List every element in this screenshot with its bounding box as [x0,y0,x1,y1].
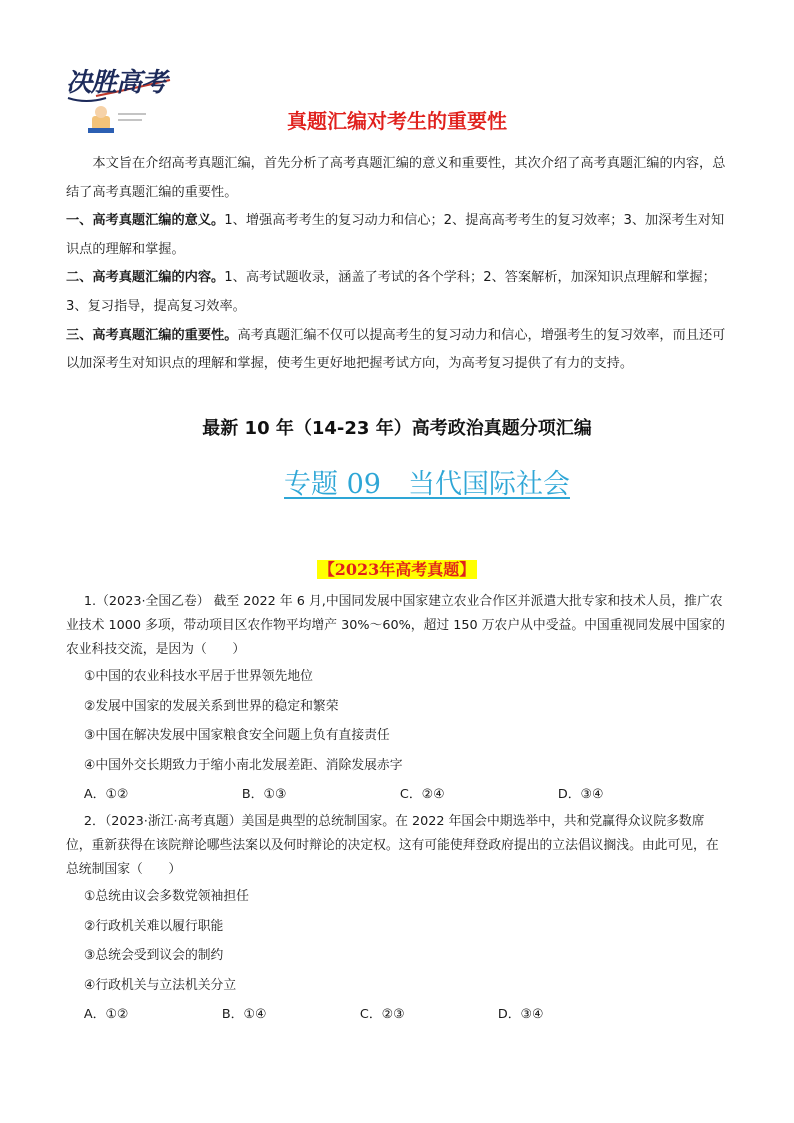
question-option: ②行政机关难以履行职能 [83,918,224,934]
question-stem: 1.（2023·全国乙卷） 截至 2022 年 6 月,中国同发展中国家建立农业合作区并派遣大批专家和技术人员，推广农业技术 1000 多项，带动项目区农作物平均增产 30%～60%，超过 150 万农户从中受益。中国重视同发展中国家的农业科技交流，是因为（ ） [66,594,725,657]
intro-point [66,207,726,264]
intro-section [66,150,726,379]
collection-title: 最新 10 年（14-23 年）高考政治真题分项汇编 [202,418,592,439]
intro-point [66,322,726,379]
question-item [66,810,726,1030]
answer-choice[interactable]: B．①③ [241,787,287,803]
intro-point-heading: 三、高考真题汇编的重要性。 [66,327,238,343]
question-option: ③中国在解决发展中国家粮食安全问题上负有直接责任 [83,728,390,744]
intro-point [66,264,726,321]
intro-point-text: 高考真题汇编不仅可以提高考生的复习动力和信心，增强考生的复习效率，而且还可以加深考生对知识点的理解和掌握，使考生更好地把握考试方向，为高考复习提供了有力的支持。 [66,327,726,372]
intro-point-heading: 二、高考真题汇编的内容。 [66,270,225,286]
section-tag-year: 2023 [334,560,380,579]
intro-paragraph: 本文旨在介绍高考真题汇编，首先分析了高考真题汇编的意义和重要性，其次介绍了高考真题汇编的内容，总结了高考真题汇编的重要性。 [66,156,726,200]
intro-point-text: 1、高考试题收录，涵盖了考试的各个学科；2、答案解析，加深知识点理解和掌握；3、复习指导，提高复习效率。 [66,270,716,314]
logo-text: 决胜高考 [66,68,167,98]
questions-list [66,590,726,1030]
question-option: ②发展中国家的发展关系到世界的稳定和繁荣 [83,698,339,714]
answer-choice[interactable]: C．②③ [359,1007,405,1023]
question-item [66,590,726,810]
question-option: ①中国的农业科技水平居于世界领先地位 [83,669,313,684]
question-option: ③总统会受到议会的制约 [83,948,224,964]
answer-choice[interactable]: C．②④ [399,787,445,803]
answer-choice[interactable]: D．③④ [497,1007,544,1023]
answer-choice[interactable]: A．①② [83,1007,129,1023]
page-title: 真题汇编对考生的重要性 [287,109,507,133]
question-stem: 2．（2023·浙江·高考真题）美国是典型的总统制国家。在 2022 年国会中期选举中，共和党赢得众议院多数席位，重新获得在该院辩论哪些法案以及何时辩论的决定权。这有可能使拜登政府提出的立法倡议搁浅。由此可见，在总统制国家（ ） [66,813,719,877]
question-option: ④行政机关与立法机关分立 [83,977,237,993]
question-option: ①总统由议会多数党领袖担任 [83,888,249,904]
section-tag-prefix: 【 [318,560,335,579]
answer-choice[interactable]: D．③④ [557,787,604,803]
section-tag [0,557,794,580]
section-tag-rest: 年高考真题】 [379,560,476,579]
question-option: ④中国外交长期致力于缩小南北发展差距、消除发展赤字 [83,757,403,773]
answer-choice[interactable]: B．①④ [221,1007,267,1023]
intro-point-heading: 一、高考真题汇编的意义。 [66,213,225,229]
section-tag-highlight [317,560,478,579]
answer-choice[interactable]: A．①② [83,787,129,803]
topic-title: 专题 09 当代国际社会 [284,469,570,500]
answer-choices [66,780,726,810]
intro-point-text: 1、增强高考考生的复习动力和信心；2、提高高考考生的复习效率；3、加深考生对知识点的理解和掌握。 [66,213,725,257]
answer-choices [66,1000,726,1030]
